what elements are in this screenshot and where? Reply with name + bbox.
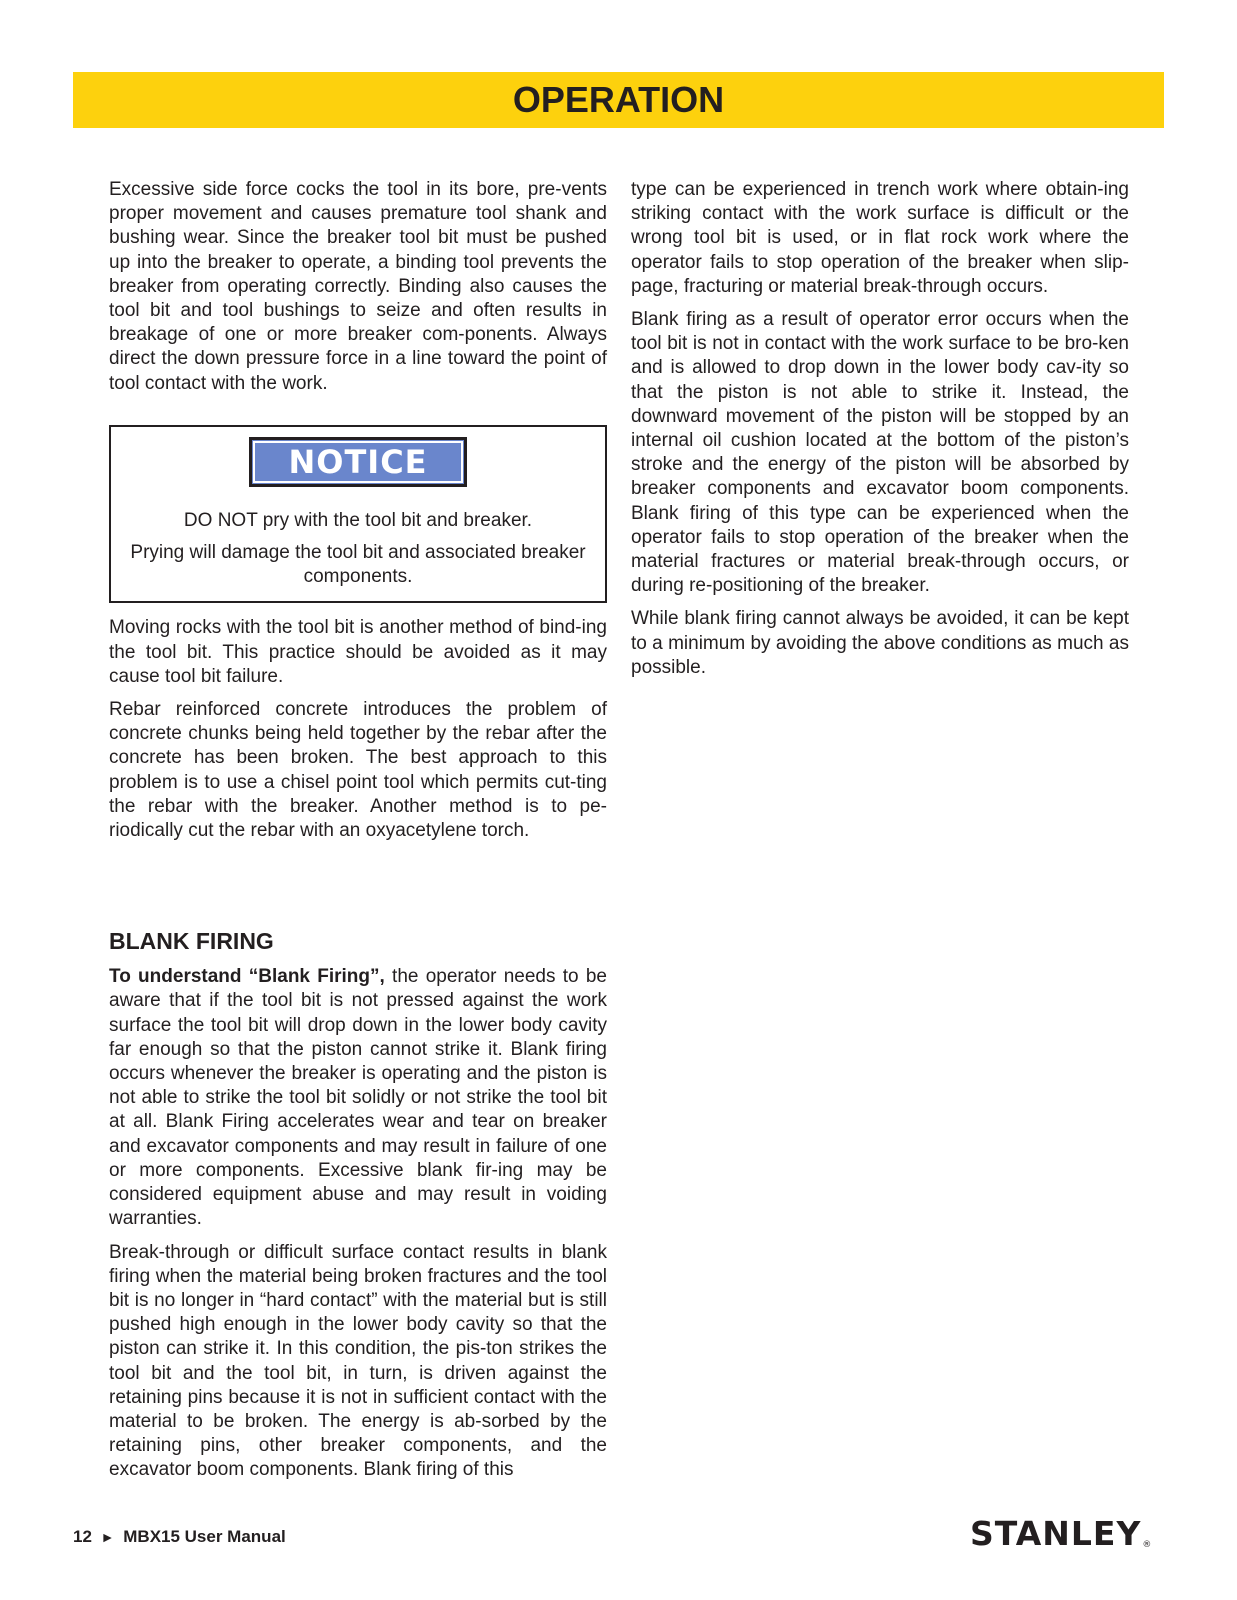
notice-line-2: Prying will damage the tool bit and associated breaker components. — [130, 542, 586, 588]
notice-label: NOTICE — [249, 437, 467, 487]
section-header-bar — [73, 72, 1164, 128]
paragraph-moving-rocks: Moving rocks with the tool bit is another method of bind-ing the tool bit. This practice should be avoided as it may cause tool bit failure. — [109, 617, 607, 687]
page-footer — [73, 1527, 286, 1547]
arrow-right-icon: ► — [100, 1529, 115, 1545]
paragraph-rebar: Rebar reinforced concrete introduces the problem of concrete chunks being held together by the rebar after the concrete has been broken. The best approach to this problem is to use a chisel point tool which permits cut-ting the rebar with the breaker. Another method is to pe-riodically cut the rebar with an oxyacetylene torch. — [109, 699, 607, 842]
stanley-logo — [970, 1514, 1152, 1553]
paragraph-trench-work: type can be experienced in trench work where obtain-ing striking contact with the work surface is difficult or the wrong tool bit is used, or in flat rock work where the operator fails to stop operation of the breaker when slip-page, fracturing or material break-through occurs. — [631, 179, 1129, 297]
logo-text: STANLEY — [970, 1514, 1142, 1553]
blank-firing-heading: BLANK FIRING — [109, 928, 274, 955]
paragraph-blank-firing-intro — [109, 965, 607, 1231]
section-title: OPERATION — [512, 79, 725, 120]
registered-mark: ® — [1142, 1540, 1153, 1550]
paragraph-break-through: Break-through or difficult surface contact results in blank firing when the material being broken fractures and the tool bit is no longer in “hard contact” with the material but is still pushed high enough in the lower body cavity so that the piston can strike it. In this condition, the pis-ton strikes the tool bit and the tool bit, in turn, is driven against the retaining pins because it is not in sufficient contact with the material to be broken. The energy is ab-sorbed by the retaining pins, other breaker components, and the excavator boom components. Blank firing of this — [109, 1241, 607, 1481]
page-number: 12 — [73, 1527, 92, 1546]
right-column — [631, 178, 1129, 689]
paragraph-operator-error: Blank firing as a result of operator error occurs when the tool bit is not in contact with the work surface to be bro-ken and is allowed to drop down in the lower body cav-ity so that the piston is not able to strike it. Instead, the downward movement of the piston will be stopped by an internal oil cushion located at the bottom of the piston’s stroke and the energy of the piston will be absorbed by breaker components and excavator boom components. Blank firing of this type can be experienced when the operator fails to stop operation of the breaker when the material fractures or material break-through occurs, or during re-positioning of the breaker. — [631, 309, 1129, 597]
left-column — [109, 178, 607, 1492]
blank-firing-intro-text: the operator needs to be aware that if the tool bit is not pressed against the work surface the tool bit will drop down in the lower body cavity far enough so that the piston cannot strike it. Blank firing occurs whenever the breaker is operating and the piston is not able to strike the tool bit solidly or not strike the tool bit at all. Blank Firing accelerates wear and tear on breaker and excavator components and may result in failure of one or more components. Excessive blank fir-ing may be considered equipment abuse and may result in voiding warranties. — [109, 966, 607, 1230]
notice-line-1: DO NOT pry with the tool bit and breaker. — [183, 509, 533, 531]
paragraph-minimize: While blank firing cannot always be avoided, it can be kept to a minimum by avoiding the above conditions as much as possible. — [631, 608, 1129, 678]
manual-title: MBX15 User Manual — [123, 1527, 286, 1546]
blank-firing-lead: To understand “Blank Firing”, — [109, 966, 385, 988]
notice-box — [109, 425, 607, 604]
paragraph-side-force: Excessive side force cocks the tool in its bore, pre-vents proper movement and causes premature tool shank and bushing wear. Since the breaker tool bit must be pushed up into the breaker to operate, a binding tool prevents the breaker from operating correctly. Binding also causes the tool bit and tool bushings to seize and often results in breakage of one or more breaker com-ponents. Always direct the down pressure force in a line toward the point of tool contact with the work. — [109, 179, 607, 394]
